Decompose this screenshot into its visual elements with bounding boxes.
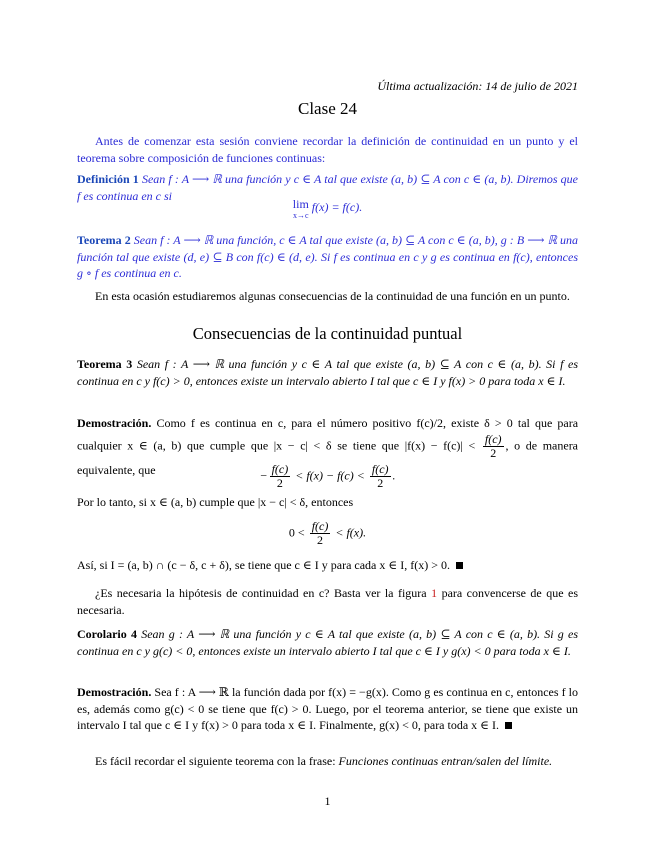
theorem-3: [77, 356, 578, 389]
corollary-4: [77, 626, 578, 659]
fraction: [310, 520, 331, 547]
fraction-numerator: f(c): [484, 432, 502, 446]
limit-word: lim: [292, 197, 309, 211]
paragraph-2-text-a: ¿Es necesaria la hipótesis de continuidad en c? Basta ver la figura: [95, 586, 427, 600]
theorem-3-text: Sean f : A ⟶ ℝ una función y c ∈ A tal que existe (a, b) ⊆ A con c ∈ (a, b). Si f es continua en c y f(c) > 0, entonces existe un intervalo abierto I tal que c ∈ I y f(x) > 0 para toda x ∈ I.: [77, 357, 578, 388]
qed-icon: [505, 722, 512, 729]
inequality-right: < f(x).: [335, 525, 367, 540]
proof-label: Demostración.: [77, 416, 152, 430]
inequality-left: 0 <: [288, 525, 305, 540]
paragraph-2-text-b: para convencerse de que es necesaria.: [77, 586, 579, 617]
limit-operator: [293, 199, 309, 221]
fraction-numerator: f(c): [371, 462, 389, 476]
proof-text-b: , o de manera equivalente, que: [77, 438, 579, 477]
paragraph-3: [77, 753, 578, 770]
paragraph-3-quote: Funciones continuas entran/salen del límite.: [338, 754, 553, 768]
period: .: [392, 468, 396, 483]
paragraph-1: En esta ocasión estudiaremos algunas consecuencias de la continuidad de una función en un punto.: [95, 289, 570, 303]
intro-paragraph: Antes de comenzar esta sesión conviene recordar la definición de continuidad en un punto y el teorema sobre composición de funciones continuas:: [77, 134, 578, 165]
proof-2: [77, 684, 578, 734]
inequality-2: [77, 520, 578, 547]
paragraph-3-text: Es fácil recordar el siguiente teorema con la frase:: [95, 754, 336, 768]
proof-2-text: Sea f : A ⟶ ℝ la función dada por f(x) = −g(x). Como g es continua en c, entonces f lo es, además como g(c) < 0 se tiene que f(c) > 0. Luego, por el teorema anterior, se tiene que existe un intervalo I tal que c ∈ I y f(x) > 0 para toda x ∈ I. Finalmente, g(x) < 0, para toda x ∈ I.: [77, 685, 579, 732]
fraction-denominator: 2: [276, 476, 283, 490]
inequality-1: [77, 463, 578, 490]
fraction: [370, 463, 391, 490]
fraction-numerator: f(c): [311, 519, 329, 533]
last-update: Última actualización: 14 de julio de 2021: [377, 79, 578, 93]
fraction: [483, 433, 504, 460]
paragraph-2: [77, 585, 578, 618]
fraction: [270, 463, 291, 490]
definition-label: Definición 1: [77, 172, 139, 186]
definition-formula: [77, 199, 578, 221]
minus-sign: −: [259, 468, 268, 483]
proof-text-a: Como f es continua en c, para el número positivo f(c)/2, existe δ > 0 tal que para cualquier x ∈ (a, b) que cumple que |x − c| < δ se tiene que |f(x) − f(c)| <: [77, 416, 579, 453]
page-title: Clase 24: [297, 99, 358, 118]
limit-expression: f(x) = f(c).: [311, 200, 363, 214]
page-number: 1: [324, 794, 331, 808]
corollary-label: Corolario 4: [77, 627, 137, 641]
theorem-2-text: Sean f : A ⟶ ℝ una función, c ∈ A tal que existe (a, b) ⊆ A con c ∈ (a, b), g : B ⟶ ℝ una función tal que existe (d, e) ⊆ B con f(c) ∈ (d, e). Si f es continua en c y g es continua en f(c), entonces g ∘ f es continua en c.: [77, 233, 578, 280]
proof-text-d: [77, 557, 578, 574]
theorem-2: [77, 232, 578, 282]
corollary-text: Sean g : A ⟶ ℝ una función y c ∈ A tal que existe (a, b) ⊆ A con c ∈ (a, b). Si g es continua en c y g(c) < 0, entonces existe un intervalo abierto I tal que c ∈ I y g(x) < 0 para toda x ∈ I.: [77, 627, 579, 658]
definition-text: Sean f : A ⟶ ℝ una función y c ∈ A tal que existe (a, b) ⊆ A con c ∈ (a, b). Diremos que f es continua en c si: [77, 172, 579, 203]
fraction-numerator: f(c): [271, 462, 289, 476]
proof-2-label: Demostración.: [77, 685, 152, 699]
theorem-3-label: Teorema 3: [77, 357, 133, 371]
proof-conclusion: Así, si I = (a, b) ∩ (c − δ, c + δ), se tiene que c ∈ I y para cada x ∈ I, f(x) > 0.: [77, 558, 451, 572]
section-heading: Consecuencias de la continuidad puntual: [192, 324, 463, 343]
figure-reference-link[interactable]: 1: [431, 586, 438, 600]
qed-icon: [456, 562, 463, 569]
fraction-denominator: 2: [317, 533, 324, 547]
inequality-middle: < f(x) − f(c) <: [295, 468, 365, 483]
fraction-denominator: 2: [377, 476, 384, 490]
theorem-2-label: Teorema 2: [77, 233, 131, 247]
limit-subscript: x→c: [293, 211, 309, 220]
fraction-denominator: 2: [490, 446, 497, 460]
proof-text-c: Por lo tanto, si x ∈ (a, b) cumple que |x − c| < δ, entonces: [77, 495, 354, 509]
